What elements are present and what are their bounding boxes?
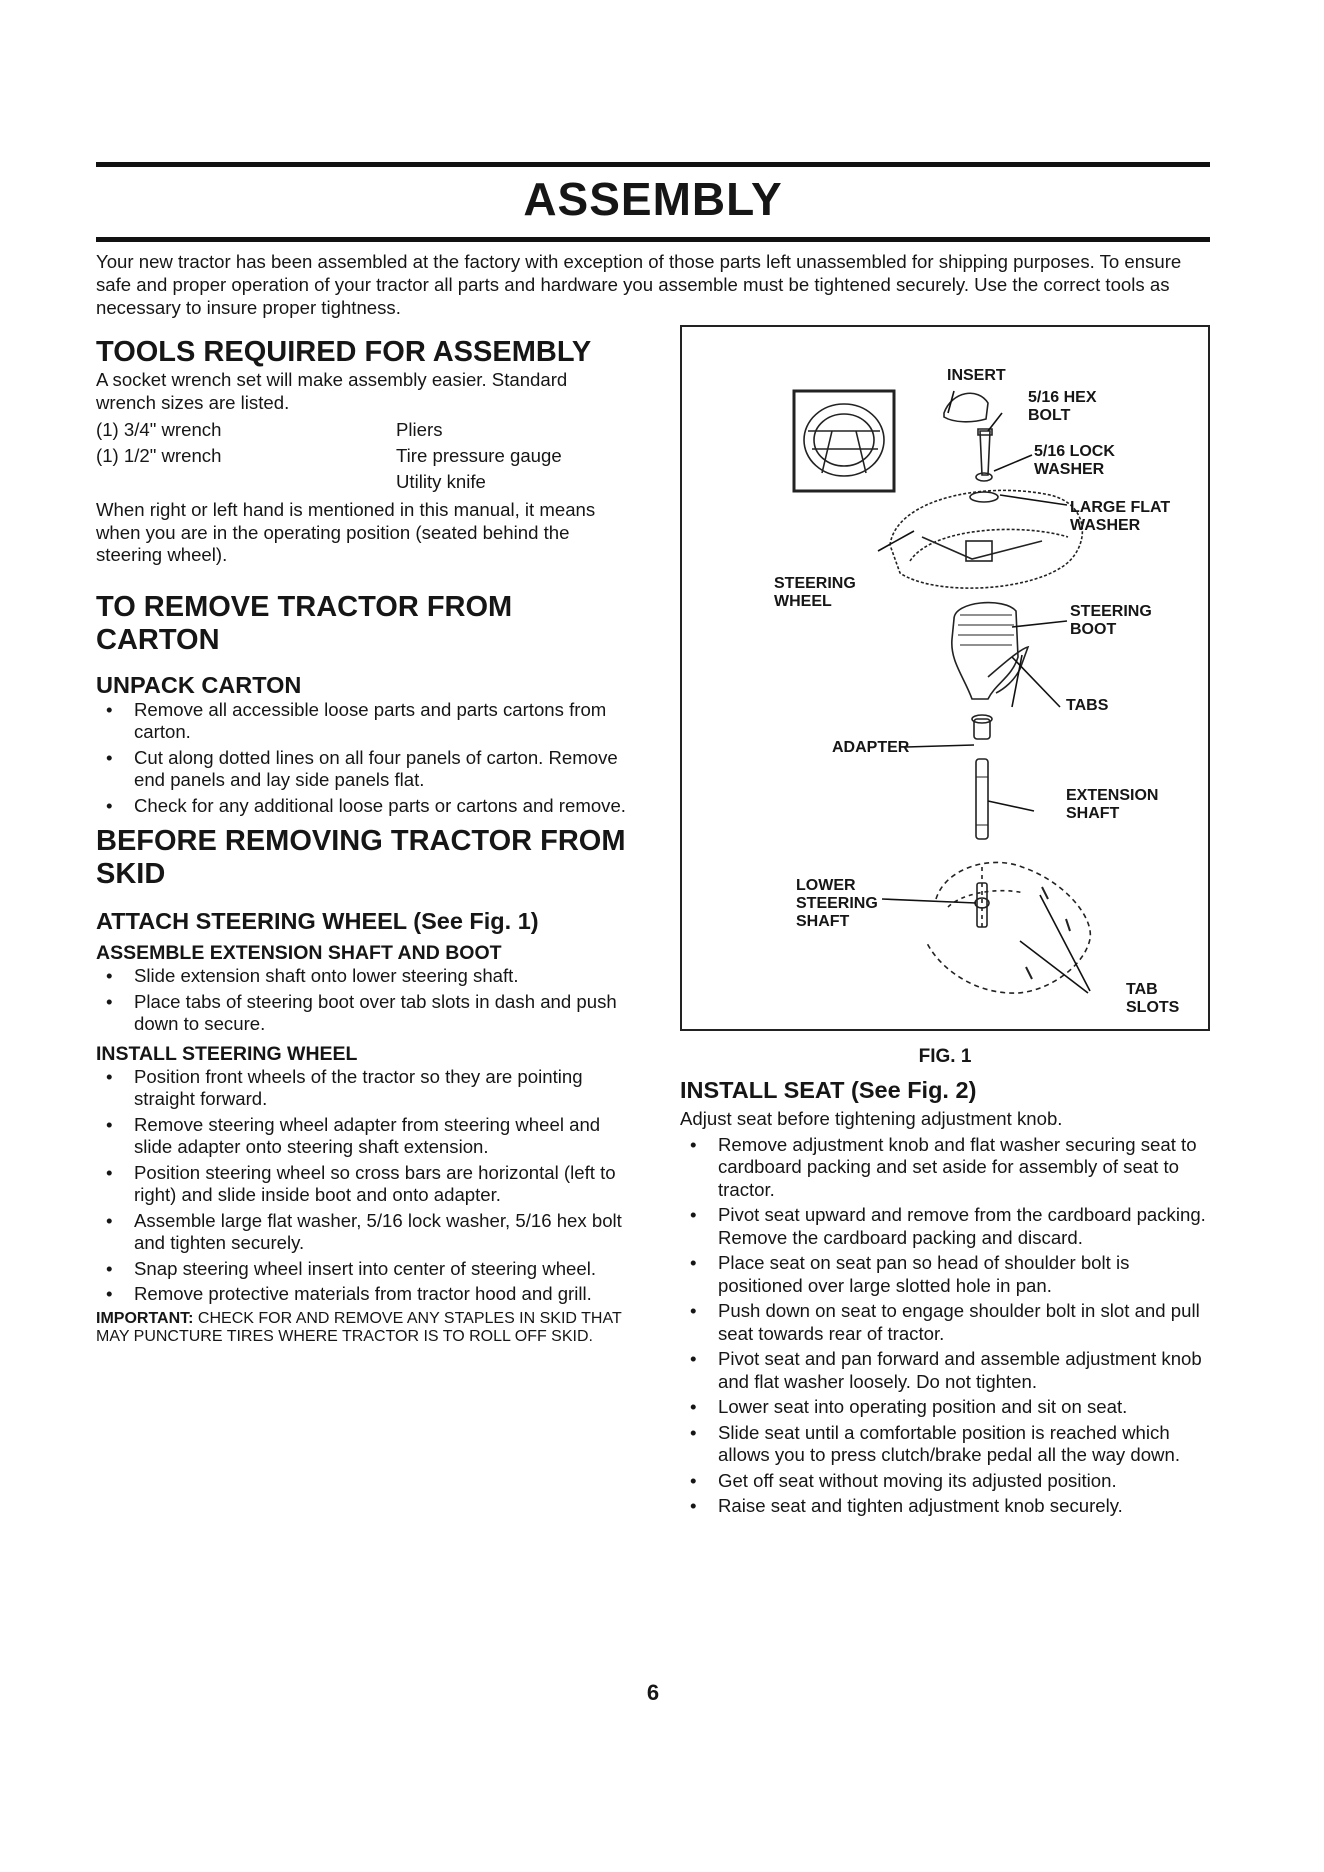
important-text: CHECK FOR AND REMOVE ANY STAPLES IN SKID THAT MAY PUNCTURE TIRES WHERE TRACTOR IS TO ROLL OFF SKID. <box>96 1309 622 1345</box>
insert-cap <box>944 393 988 422</box>
tools-cell: (1) 1/2" wrench <box>96 445 222 466</box>
extension-shaft <box>976 759 988 839</box>
important-label: IMPORTANT: <box>96 1309 194 1327</box>
tools-table <box>96 417 562 495</box>
list-item: • Position steering wheel so cross bars are horizontal (left to right) and slide inside boot and onto adapter. <box>96 1162 626 1207</box>
list-item: • Remove all accessible loose parts and parts cartons from carton. <box>96 699 626 744</box>
list-item: • Check for any additional loose parts or cartons and remove. <box>96 795 626 818</box>
title-rule <box>96 237 1210 242</box>
list-item: • Snap steering wheel insert into center of steering wheel. <box>96 1258 626 1281</box>
tab-slot <box>1026 887 1070 979</box>
label-insert: INSERT <box>947 367 1006 384</box>
unpack-heading: UNPACK CARTON <box>96 671 302 698</box>
list-item: • Remove adjustment knob and flat washer securing seat to cardboard packing and set aside for assembly of seat to tractor. <box>680 1134 1208 1202</box>
list-item: • Place seat on seat pan so head of shoulder bolt is positioned over large slotted hole in pan. <box>680 1252 1208 1297</box>
list-item: • Remove protective materials from tractor hood and grill. <box>96 1283 626 1306</box>
seat-list <box>680 1134 1208 1518</box>
list-item: • Assemble large flat washer, 5/16 lock washer, 5/16 hex bolt and tighten securely. <box>96 1210 626 1255</box>
tools-row <box>96 417 562 443</box>
tools-intro: A socket wrench set will make assembly easier. Standard wrench sizes are listed. <box>96 369 568 413</box>
label-lock-washer: 5/16 LOCK WASHER <box>1034 443 1115 478</box>
lower-steering-shaft <box>977 883 987 927</box>
list-item: • Slide extension shaft onto lower steering shaft. <box>96 965 626 988</box>
top-rule <box>96 162 1210 167</box>
page-number: 6 <box>646 1680 660 1705</box>
important-note <box>96 1310 626 1346</box>
tools-cell: Pliers <box>396 419 443 440</box>
label-steering-boot: STEERING BOOT <box>1070 603 1152 638</box>
right-column <box>680 1076 1208 1521</box>
list-item: • Pivot seat and pan forward and assemble adjustment knob and flat washer loosely. Do not tighten. <box>680 1348 1208 1393</box>
seat-intro: Adjust seat before tightening adjustment knob. <box>680 1108 1063 1129</box>
figure-1 <box>680 325 1210 1031</box>
tools-cell: Tire pressure gauge <box>396 445 562 466</box>
label-lower-steering-shaft: LOWER STEERING SHAFT <box>796 877 878 930</box>
extension-list <box>96 965 626 1036</box>
intro-paragraph: Your new tractor has been assembled at the factory with exception of those parts left unassembled for shipping purposes. To ensure safe and proper operation of your tractor all parts and hardware you assemble must be tightened securely. Use the correct tools as necessary to insure proper tightness. <box>96 251 1182 318</box>
attach-heading: ATTACH STEERING WHEEL (See Fig. 1) <box>96 908 539 934</box>
label-adapter: ADAPTER <box>832 739 910 756</box>
steering-wheel-shape <box>890 490 1082 588</box>
list-item: • Push down on seat to engage shoulder bolt in slot and pull seat towards rear of tractor. <box>680 1300 1208 1345</box>
list-item: • Raise seat and tighten adjustment knob securely. <box>680 1495 1208 1518</box>
list-item: • Pivot seat upward and remove from the cardboard packing. Remove the cardboard packing and discard. <box>680 1204 1208 1249</box>
list-item: • Remove steering wheel adapter from steering wheel and slide adapter onto steering shaft extension. <box>96 1114 626 1159</box>
left-column <box>96 336 626 1346</box>
label-tabs: TABS <box>1066 697 1109 714</box>
tools-cell <box>96 469 396 495</box>
list-item: • Place tabs of steering boot over tab slots in dash and push down to secure. <box>96 991 626 1036</box>
tools-heading: TOOLS REQUIRED FOR ASSEMBLY <box>96 336 592 368</box>
label-extension-shaft: EXTENSION SHAFT <box>1066 787 1159 822</box>
steering-assembly-diagram <box>682 327 1208 1029</box>
wheel-heading: INSTALL STEERING WHEEL <box>96 1042 358 1065</box>
unpack-list <box>96 699 626 818</box>
wheel-list <box>96 1066 626 1306</box>
label-steering-wheel: STEERING WHEEL <box>774 575 856 610</box>
label-hex-bolt: 5/16 HEX BOLT <box>1028 389 1097 424</box>
tools-cell: Utility knife <box>396 471 486 492</box>
flat-washer <box>970 492 998 502</box>
tools-row <box>96 443 562 469</box>
remove-heading: TO REMOVE TRACTOR FROM CARTON <box>96 590 513 656</box>
tools-cell: (1) 3/4" wrench <box>96 419 222 440</box>
tools-note: When right or left hand is mentioned in this manual, it means when you are in the operating position (seated behind the steering wheel). <box>96 499 596 565</box>
seat-heading: INSTALL SEAT (See Fig. 2) <box>680 1077 977 1103</box>
before-heading: BEFORE REMOVING TRACTOR FROM SKID <box>96 825 626 890</box>
list-item: • Position front wheels of the tractor so they are pointing straight forward. <box>96 1066 626 1111</box>
label-flat-washer: LARGE FLAT WASHER <box>1070 499 1171 534</box>
figure-caption: FIG. 1 <box>918 1046 972 1067</box>
list-item: • Cut along dotted lines on all four panels of carton. Remove end panels and lay side panels flat. <box>96 747 626 792</box>
hex-bolt <box>978 429 992 475</box>
dash-outline <box>926 862 1090 993</box>
list-item: • Get off seat without moving its adjusted position. <box>680 1470 1208 1493</box>
extension-heading: ASSEMBLE EXTENSION SHAFT AND BOOT <box>96 942 502 964</box>
list-item: • Lower seat into operating position and sit on seat. <box>680 1396 1208 1419</box>
page-title: ASSEMBLY <box>523 173 783 225</box>
label-tab-slots: TAB SLOTS <box>1126 981 1180 1016</box>
list-item: • Slide seat until a comfortable position is reached which allows you to press clutch/brake pedal all the way down. <box>680 1422 1208 1467</box>
tools-row <box>96 469 562 495</box>
